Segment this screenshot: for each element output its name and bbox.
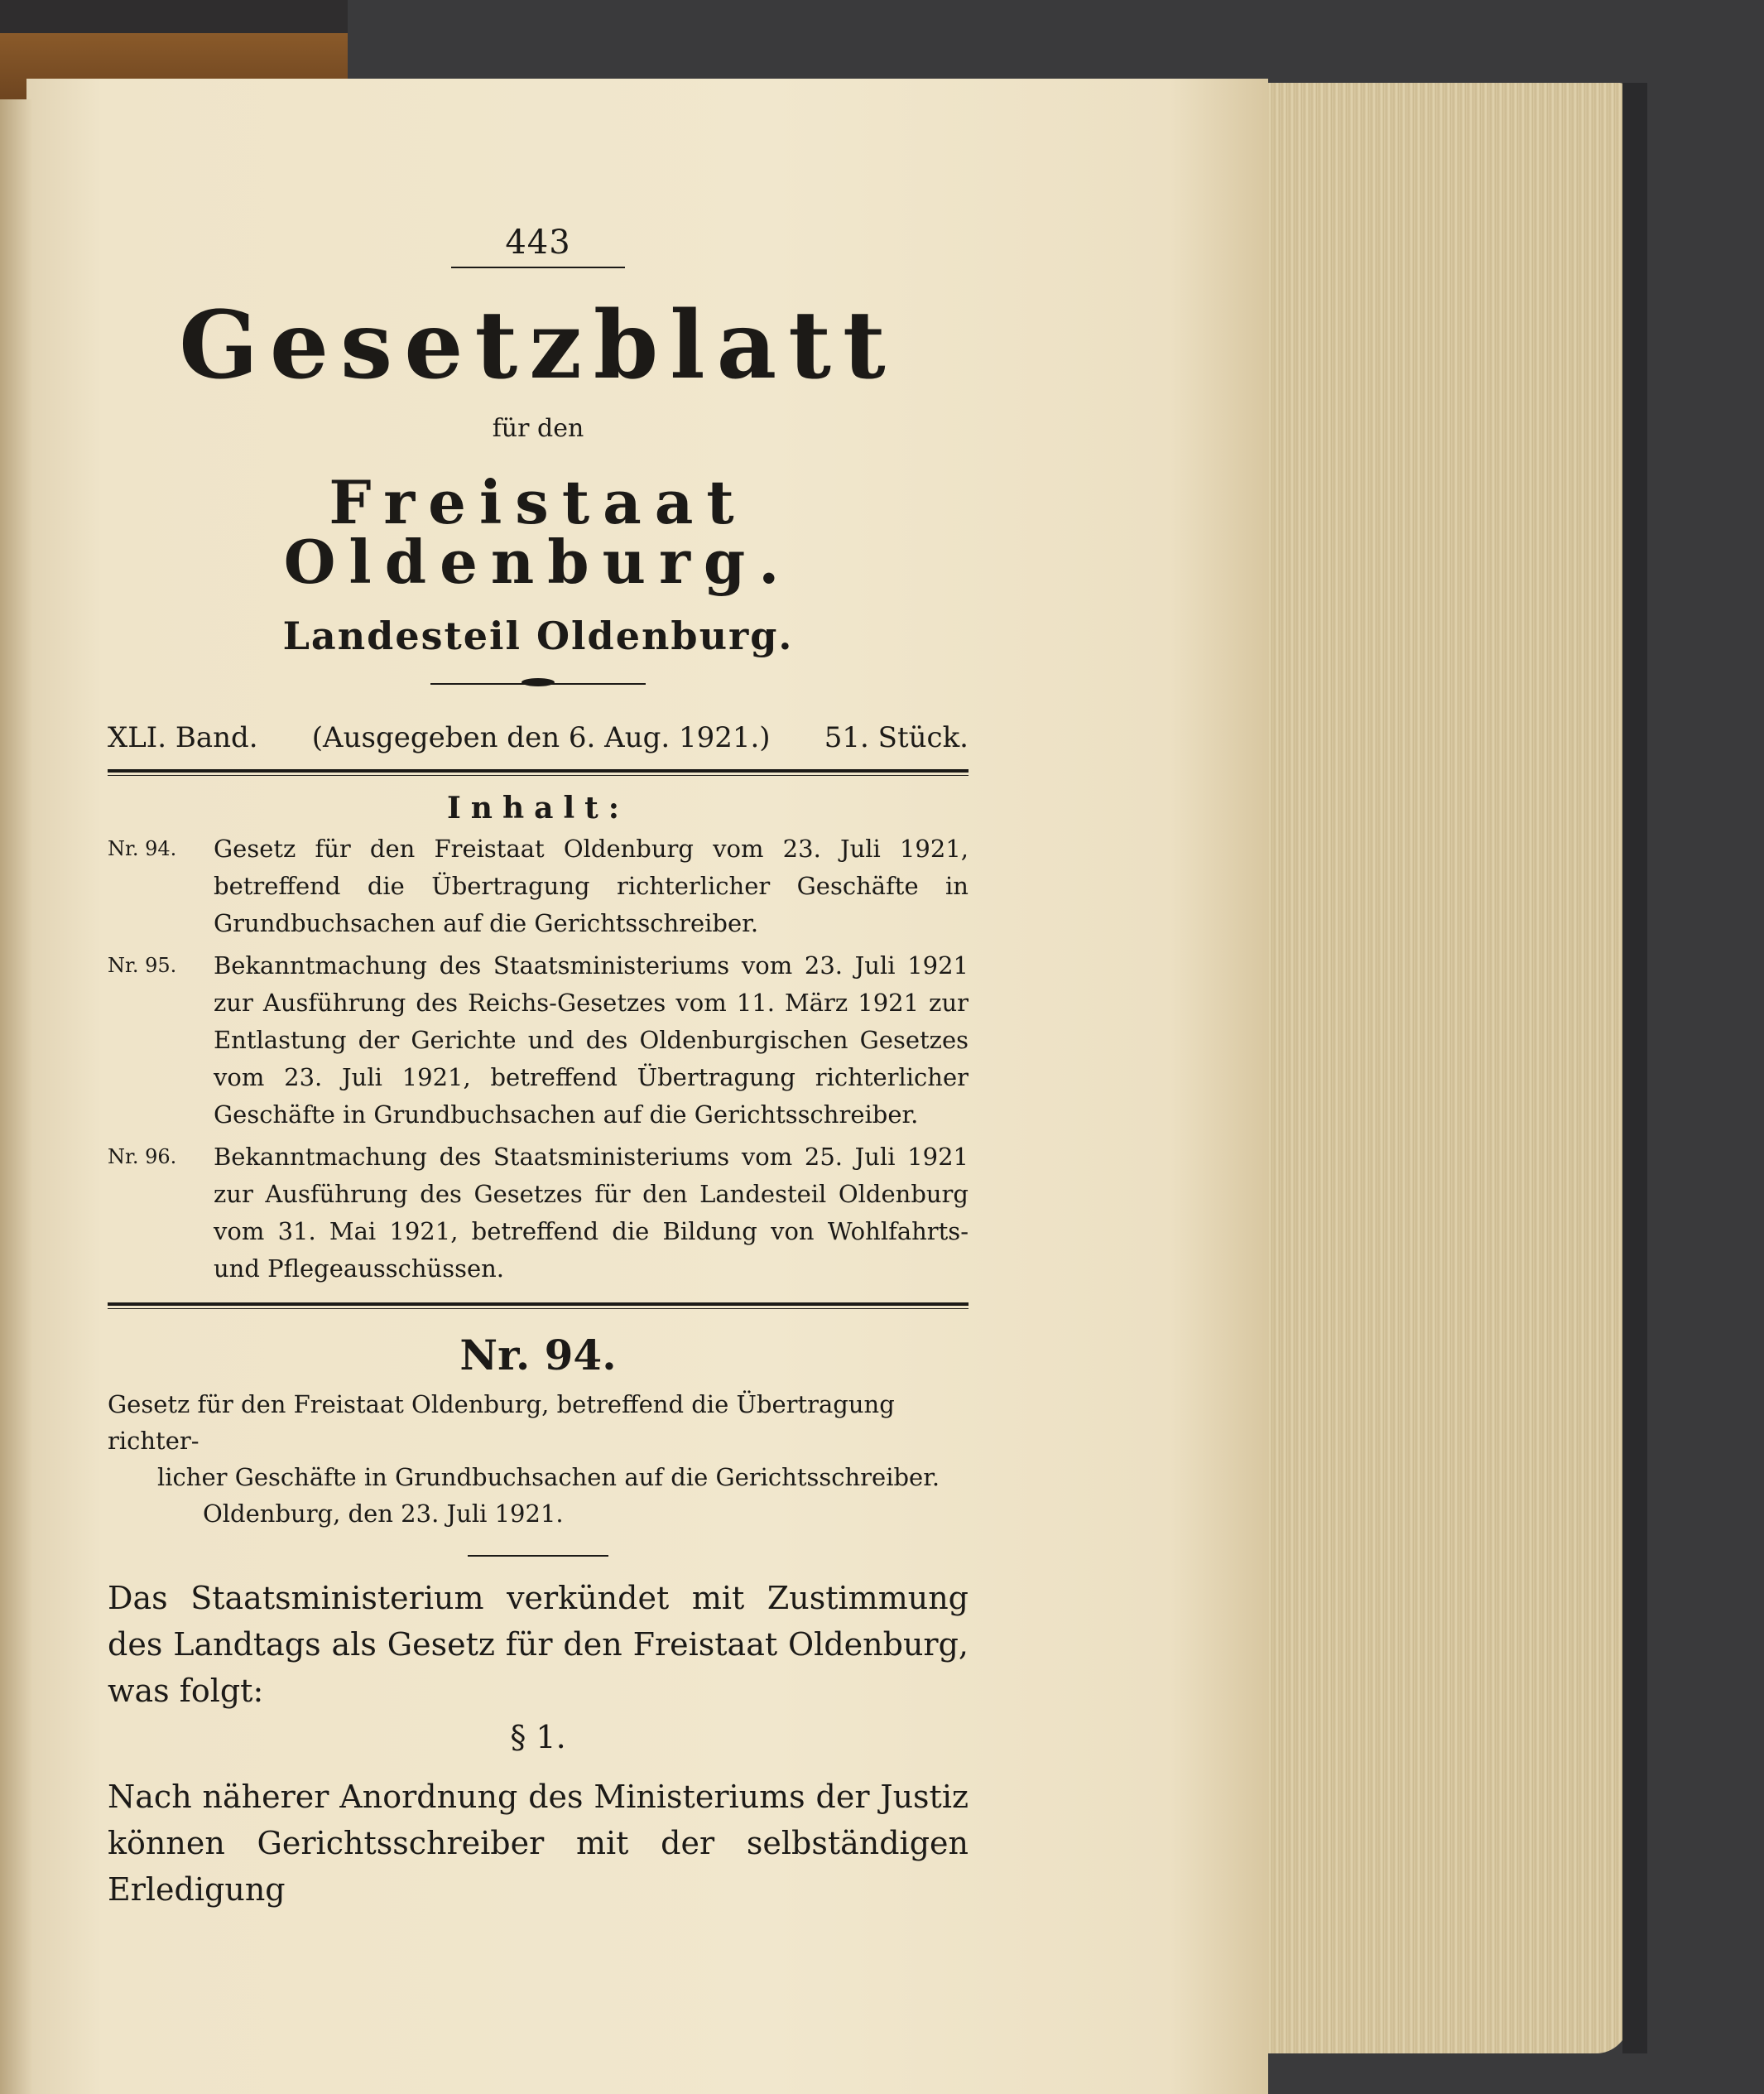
toc-item — [108, 830, 969, 942]
region-name: Landesteil Oldenburg. — [282, 614, 794, 658]
toc-item-number: Nr. 96. — [108, 1145, 177, 1168]
issue-meta — [108, 721, 969, 754]
toc-item-text: Bekanntmachung des Staatsministeriums vom 25. Juli 1921 zur Ausführung des Gesetzes für den Landesteil Oldenburg vom 31. Mai 1921, betreffend die Bildung von Wohlfahrts- und Pflegeausschüssen. — [214, 1143, 969, 1283]
volume-label: XLI. Band. — [108, 721, 258, 754]
section-rule — [468, 1555, 608, 1557]
page-number: 443 — [505, 224, 571, 262]
law-title-line2: licher Geschäfte in Grundbuchsachen auf die Gerichtsschreiber. — [157, 1463, 940, 1491]
state-name: Freistaat Oldenburg. — [283, 467, 793, 597]
paragraph-heading: § 1. — [510, 1719, 566, 1755]
double-rule-top — [108, 769, 969, 776]
toc-item — [108, 1138, 969, 1288]
toc-heading: Inhalt: — [446, 791, 630, 826]
section-number: Nr. 94. — [459, 1331, 617, 1379]
toc-item — [108, 947, 969, 1134]
publication-subtitle: für den — [492, 414, 584, 443]
toc-item-number: Nr. 94. — [108, 837, 177, 860]
ornament-divider — [430, 678, 646, 690]
toc-item-text: Gesetz für den Freistaat Oldenburg vom 23. Juli 1921, betreffend die Übertragung richterlicher Geschäfte in Grundbuchsachen auf die Gerichtsschreiber. — [214, 835, 969, 937]
page-stack-shadow — [1622, 83, 1647, 2053]
toc-item-text: Bekanntmachung des Staatsministeriums vom 23. Juli 1921 zur Ausführung des Reichs-Gesetzes vom 11. März 1921 zur Entlastung der Gerichte und des Oldenburgischen Gesetzes vom 23. Juli 1921, betreffend Übertragung richterlicher Geschäfte in Grundbuchsachen auf die Gerichtsschreiber. — [214, 951, 969, 1129]
preamble-text: Das Staatsministerium verkündet mit Zustimmung des Landtags als Gesetz für den Freistaat Oldenburg, was folgt: — [108, 1580, 969, 1709]
toc-item-number: Nr. 95. — [108, 954, 177, 977]
left-page-edge — [0, 99, 33, 2094]
law-place-date: Oldenburg, den 23. Juli 1921. — [203, 1499, 564, 1528]
page-number-rule — [451, 267, 625, 268]
publication-title: Gesetzblatt — [179, 291, 897, 400]
page-content — [108, 224, 969, 1913]
law-title — [108, 1386, 969, 1495]
issue-number: 51. Stück. — [824, 721, 969, 754]
paragraph-text: Nach näherer Anordnung des Ministeriums der Justiz können Gerichtsschreiber mit der selbständigen Erledigung — [108, 1779, 969, 1908]
page-stack — [1265, 83, 1629, 2053]
law-title-line1: Gesetz für den Freistaat Oldenburg, betreffend die Übertragung richter- — [108, 1390, 895, 1455]
double-rule-bottom — [108, 1302, 969, 1309]
issued-date: (Ausgegeben den 6. Aug. 1921.) — [311, 721, 771, 754]
